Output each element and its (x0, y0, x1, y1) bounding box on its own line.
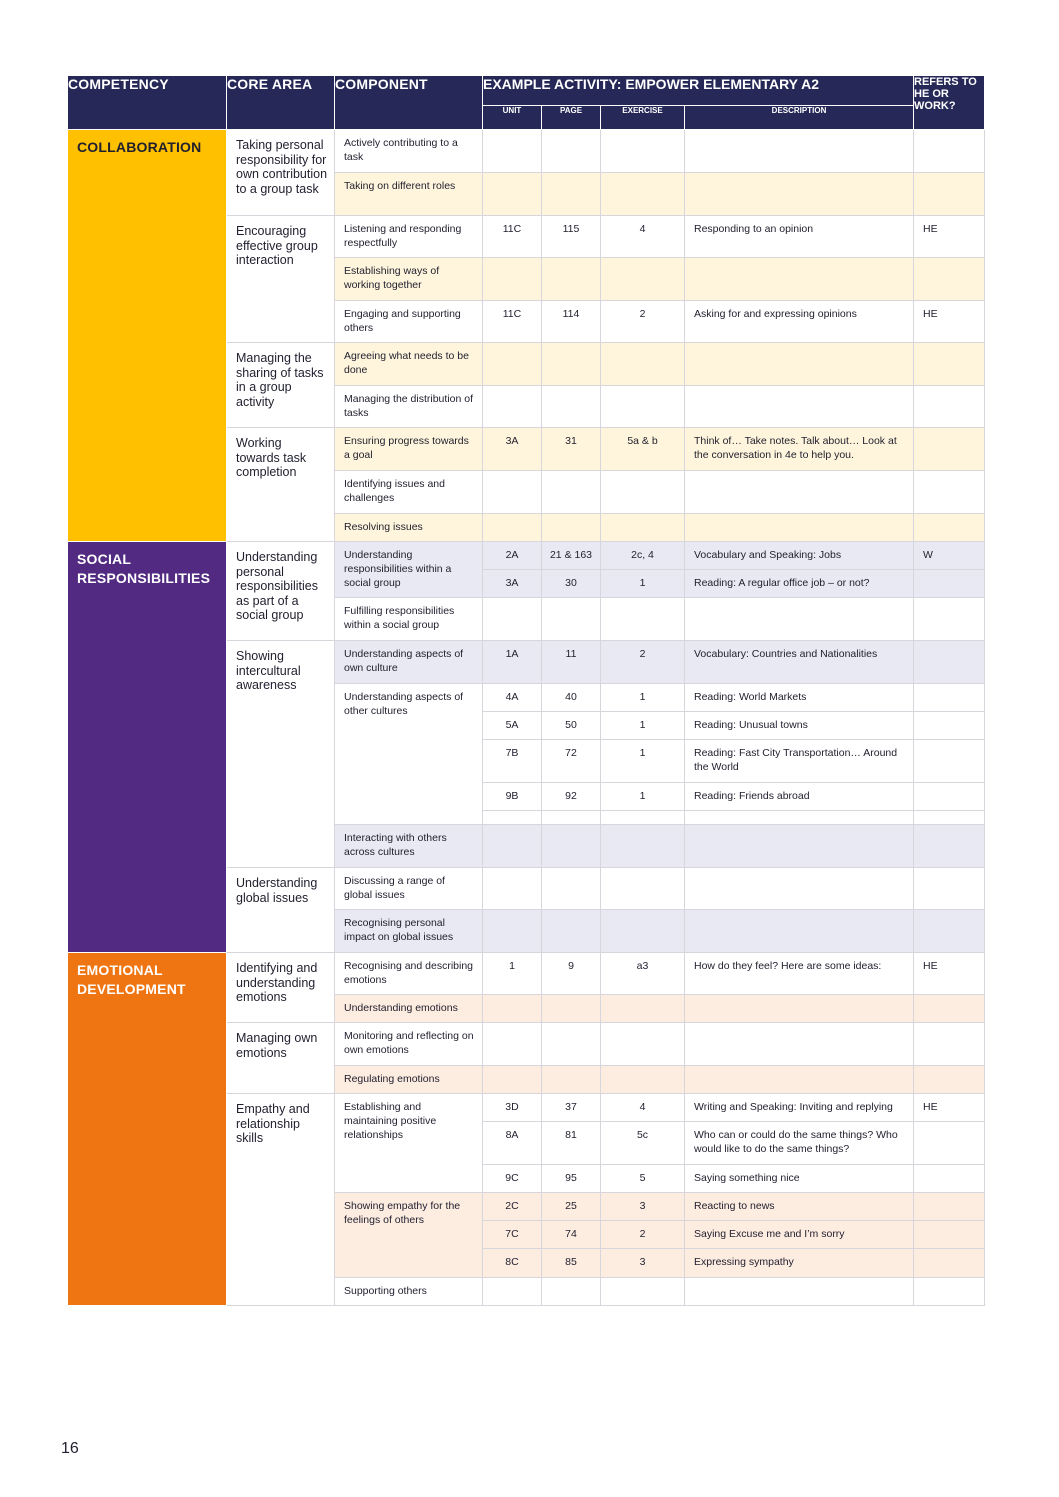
unit-cell: 11C (483, 301, 542, 343)
refers-cell (914, 641, 985, 684)
core-area: Understanding global issues (227, 868, 335, 953)
refers-cell: HE (914, 216, 985, 258)
description-cell: Reacting to news (685, 1193, 914, 1221)
unit-cell: 7B (483, 740, 542, 783)
refers-cell (914, 1249, 985, 1278)
unit-cell: 7C (483, 1221, 542, 1249)
component: Agreeing what needs to be done (335, 343, 483, 386)
exercise-cell: 1 (601, 684, 685, 712)
description-cell: Responding to an opinion (685, 216, 914, 258)
exercise-cell: 1 (601, 712, 685, 740)
component: Recognising and describing emotions (335, 953, 483, 995)
page-cell: 21 & 163 (542, 542, 601, 570)
unit-cell: 9C (483, 1165, 542, 1193)
unit-cell: 9B (483, 783, 542, 811)
component: Engaging and supporting others (335, 301, 483, 343)
refers-cell (914, 1193, 985, 1221)
competency-social-responsibilities: SOCIAL RESPONSIBILITIES (68, 542, 227, 953)
competency-table (67, 75, 985, 1306)
exercise-cell: 3 (601, 1249, 685, 1278)
unit-cell: 4A (483, 684, 542, 712)
exercise-cell: 3 (601, 1193, 685, 1221)
page-number: 16 (61, 1440, 79, 1457)
component: Regulating emotions (335, 1066, 483, 1094)
page-cell: 37 (542, 1094, 601, 1122)
component: Actively contributing to a task (335, 130, 483, 173)
exercise-cell: 2 (601, 301, 685, 343)
component: Ensuring progress towards a goal (335, 428, 483, 471)
header-core-area: CORE AREA (227, 76, 335, 130)
exercise-cell: 5 (601, 1165, 685, 1193)
component: Understanding responsibilities within a social group (335, 542, 483, 598)
unit-cell: 8C (483, 1249, 542, 1278)
page-cell: 50 (542, 712, 601, 740)
unit-cell: 5A (483, 712, 542, 740)
exercise-cell: 1 (601, 783, 685, 811)
core-area: Encouraging effective group interaction (227, 216, 335, 343)
component: Identifying issues and challenges (335, 471, 483, 514)
component: Fulfilling responsibilities within a social group (335, 598, 483, 641)
refers-cell (914, 712, 985, 740)
core-area: Taking personal responsibility for own contribution to a group task (227, 130, 335, 216)
refers-cell (914, 1122, 985, 1165)
description-cell: Expressing sympathy (685, 1249, 914, 1278)
exercise-cell: 1 (601, 570, 685, 598)
description-cell: Reading: Friends abroad (685, 783, 914, 811)
component: Interacting with others across cultures (335, 825, 483, 868)
component: Discussing a range of global issues (335, 868, 483, 910)
unit-cell: 3A (483, 570, 542, 598)
page-cell: 85 (542, 1249, 601, 1278)
component: Showing empathy for the feelings of others (335, 1193, 483, 1278)
refers-cell: W (914, 542, 985, 570)
component: Establishing and maintaining positive relationships (335, 1094, 483, 1193)
unit-cell: 2C (483, 1193, 542, 1221)
core-area: Managing the sharing of tasks in a group activity (227, 343, 335, 428)
unit-cell: 8A (483, 1122, 542, 1165)
exercise-cell: a3 (601, 953, 685, 995)
competency-collaboration: COLLABORATION (68, 130, 227, 542)
component: Managing the distribution of tasks (335, 386, 483, 428)
page-cell: 9 (542, 953, 601, 995)
component: Listening and responding respectfully (335, 216, 483, 258)
exercise-cell: 2 (601, 641, 685, 684)
component: Recognising personal impact on global issues (335, 910, 483, 953)
header-description: DESCRIPTION (685, 106, 914, 130)
exercise-cell: 5a & b (601, 428, 685, 471)
component: Resolving issues (335, 514, 483, 542)
unit-cell: 3A (483, 428, 542, 471)
header-exercise: EXERCISE (601, 106, 685, 130)
unit-cell: 11C (483, 216, 542, 258)
core-area: Working towards task completion (227, 428, 335, 542)
header-unit: UNIT (483, 106, 542, 130)
unit-cell: 1A (483, 641, 542, 684)
core-area: Identifying and understanding emotions (227, 953, 335, 1023)
page-cell: 72 (542, 740, 601, 783)
core-area: Showing intercultural awareness (227, 641, 335, 868)
description-cell: Think of… Take notes. Talk about… Look at the conversation in 4e to help you. (685, 428, 914, 471)
component: Monitoring and reflecting on own emotions (335, 1023, 483, 1066)
description-cell: Reading: Fast City Transportation… Around the World (685, 740, 914, 783)
component: Establishing ways of working together (335, 258, 483, 301)
exercise-cell: 4 (601, 1094, 685, 1122)
description-cell: Vocabulary: Countries and Nationalities (685, 641, 914, 684)
description-cell: Reading: Unusual towns (685, 712, 914, 740)
refers-cell (914, 783, 985, 811)
component: Taking on different roles (335, 173, 483, 216)
exercise-cell: 1 (601, 740, 685, 783)
page-cell: 95 (542, 1165, 601, 1193)
refers-cell (914, 740, 985, 783)
core-area: Empathy and relationship skills (227, 1094, 335, 1306)
refers-cell: HE (914, 301, 985, 343)
page-cell: 30 (542, 570, 601, 598)
page-cell: 92 (542, 783, 601, 811)
exercise-cell: 2 (601, 1221, 685, 1249)
page-cell: 11 (542, 641, 601, 684)
refers-cell (914, 570, 985, 598)
unit-cell: 1 (483, 953, 542, 995)
description-cell: Who can or could do the same things? Who would like to do the same things? (685, 1122, 914, 1165)
component: Understanding emotions (335, 995, 483, 1023)
description-cell: Reading: A regular office job – or not? (685, 570, 914, 598)
component: Supporting others (335, 1278, 483, 1306)
component: Understanding aspects of other cultures (335, 684, 483, 825)
header-component: COMPONENT (335, 76, 483, 130)
page-cell: 74 (542, 1221, 601, 1249)
header-refers: REFERS TO HE OR WORK? (914, 76, 985, 130)
description-cell: Vocabulary and Speaking: Jobs (685, 542, 914, 570)
refers-cell: HE (914, 953, 985, 995)
core-area: Managing own emotions (227, 1023, 335, 1094)
page-cell: 31 (542, 428, 601, 471)
page-cell: 25 (542, 1193, 601, 1221)
refers-cell (914, 1165, 985, 1193)
unit-cell: 2A (483, 542, 542, 570)
description-cell: Saying Excuse me and I’m sorry (685, 1221, 914, 1249)
page-cell: 81 (542, 1122, 601, 1165)
refers-cell (914, 428, 985, 471)
exercise-cell: 4 (601, 216, 685, 258)
refers-cell (914, 684, 985, 712)
description-cell: Asking for and expressing opinions (685, 301, 914, 343)
core-area: Understanding personal responsibilities as part of a social group (227, 542, 335, 641)
description-cell: Reading: World Markets (685, 684, 914, 712)
page-cell: 40 (542, 684, 601, 712)
exercise-cell: 2c, 4 (601, 542, 685, 570)
exercise-cell: 5c (601, 1122, 685, 1165)
page-cell: 115 (542, 216, 601, 258)
header-example-activity: EXAMPLE ACTIVITY: EMPOWER ELEMENTARY A2 (483, 76, 914, 106)
page-cell: 114 (542, 301, 601, 343)
header-page: PAGE (542, 106, 601, 130)
refers-cell (914, 1221, 985, 1249)
header-competency: COMPETENCY (68, 76, 227, 130)
refers-cell: HE (914, 1094, 985, 1122)
description-cell: How do they feel? Here are some ideas: (685, 953, 914, 995)
unit-cell: 3D (483, 1094, 542, 1122)
component: Understanding aspects of own culture (335, 641, 483, 684)
competency-emotional-development: EMOTIONAL DEVELOPMENT (68, 953, 227, 1306)
description-cell: Saying something nice (685, 1165, 914, 1193)
description-cell: Writing and Speaking: Inviting and replying (685, 1094, 914, 1122)
